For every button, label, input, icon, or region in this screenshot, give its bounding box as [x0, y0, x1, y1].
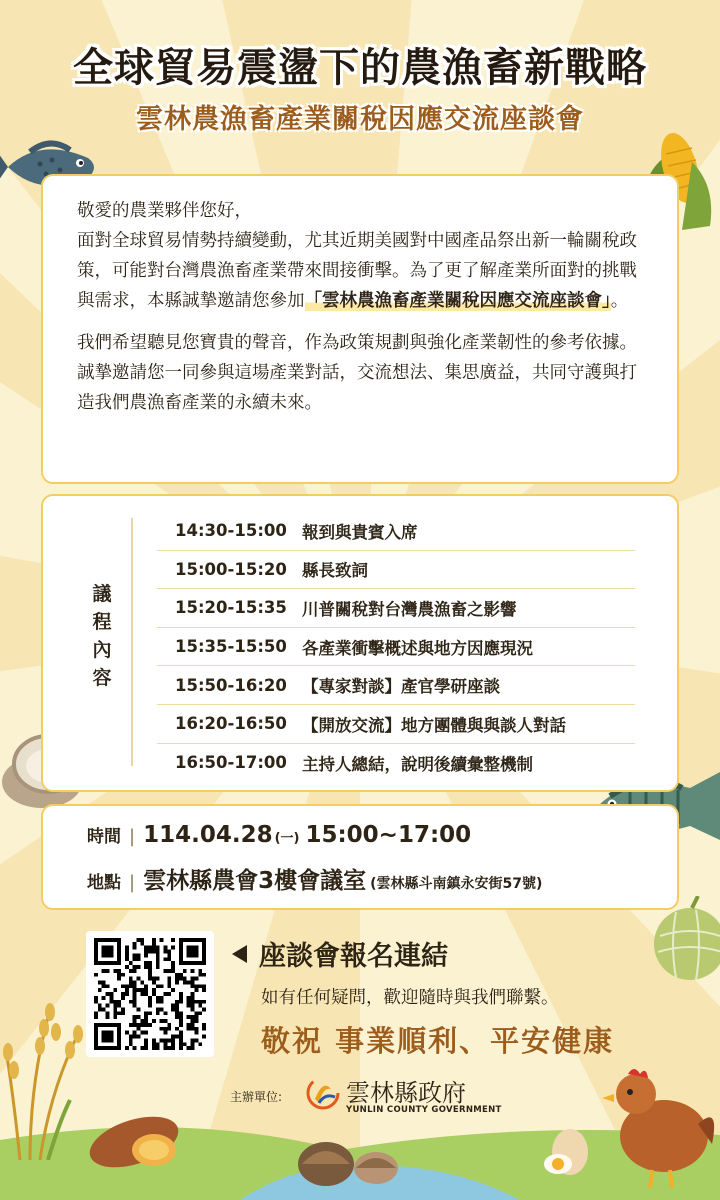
time-label: 時間	[87, 827, 121, 847]
agenda-item: 縣長致詞	[302, 561, 368, 581]
registration-link-label: 座談會報名連結	[259, 941, 448, 972]
clam-icon	[296, 1132, 406, 1192]
agenda-divider	[131, 518, 133, 766]
agenda-row	[157, 512, 635, 551]
event-venue: 雲林縣農會3樓會議室	[143, 868, 367, 894]
rice-icon	[0, 990, 90, 1160]
qr-code[interactable]	[93, 938, 207, 1050]
agenda-time: 15:00-15:20	[175, 559, 287, 579]
agenda-list	[157, 512, 635, 782]
separator: |	[129, 872, 136, 893]
agenda-row	[157, 666, 635, 705]
registration-link-heading[interactable]	[232, 934, 448, 973]
organizer-name-en: YUNLIN COUNTY GOVERNMENT	[346, 1105, 502, 1115]
agenda-label: 議程內容	[92, 583, 112, 689]
closing-blessing: 敬祝 事業順利、平安健康	[261, 1024, 615, 1058]
agenda-time: 16:50-17:00	[175, 753, 287, 773]
yunlin-logo-icon	[305, 1075, 341, 1111]
place-label: 地點	[87, 873, 121, 893]
agenda-item: 【專家對談】產官學研座談	[302, 677, 500, 697]
letter-paragraph-2: 我們希望聽見您寶貴的聲音，作為政策規劃與強化產業韌性的參考依據。誠摯邀請您一同參與這場產業對話，交流想法、集思廣益，共同守護與打造我們農漁畜產業的永續未來。	[77, 333, 637, 413]
registration-qr-code[interactable]	[86, 931, 214, 1057]
page-subtitle: 雲林農漁畜產業關稅因應交流座談會	[136, 104, 584, 135]
event-weekday: (一)	[274, 831, 300, 846]
agenda-row	[157, 589, 635, 628]
letter-paragraph-1	[77, 226, 643, 316]
letter-paragraph-1-text: 面對全球貿易情勢持續變動，尤其近期美國對中國產品祭出新一輪關稅政策，可能對台灣農漁畜產業帶來間接衝擊。為了更了解產業所面對的挑戰與需求，本縣誠摯邀請您參加	[77, 231, 637, 311]
agenda-item: 【開放交流】地方團體與與談人對話	[302, 715, 566, 735]
agenda-item: 主持人總結，說明後續彙整機制	[302, 754, 533, 774]
contact-note: 如有任何疑問，歡迎隨時與我們聯繫。	[261, 988, 559, 1008]
agenda-row	[157, 744, 635, 783]
agenda-item: 報到與貴賓入席	[302, 522, 418, 542]
agenda-row	[157, 551, 635, 590]
agenda-time: 14:30-15:00	[175, 521, 287, 541]
separator: |	[129, 826, 136, 847]
arrow-left-icon	[232, 945, 247, 963]
agenda-time: 15:20-15:35	[175, 598, 287, 618]
agenda-time: 15:35-15:50	[175, 637, 287, 657]
agenda-row	[157, 705, 635, 744]
egg-icon	[540, 1120, 600, 1180]
agenda-item: 各產業衝擊概述與地方因應現況	[302, 638, 533, 658]
letter-paragraph-1-end: 。	[610, 291, 629, 311]
organizer-label: 主辦單位:	[230, 1090, 283, 1104]
agenda-row	[157, 628, 635, 667]
event-place-line	[87, 862, 542, 895]
agenda-item: 川普關稅對台灣農漁畜之影響	[302, 599, 517, 619]
event-time-line	[87, 822, 471, 848]
agenda-section	[41, 494, 679, 792]
organizer-name: 雲林縣政府	[346, 1079, 466, 1107]
letter-greeting: 敬愛的農業夥伴您好，	[77, 201, 252, 221]
event-name-highlight: 「雲林農漁畜產業關稅因應交流座談會」	[304, 291, 611, 311]
page-title: 全球貿易震盪下的農漁畜新戰略	[73, 45, 647, 91]
event-info	[41, 804, 679, 910]
event-time-range: 15:00~17:00	[305, 822, 472, 848]
chicken-icon	[600, 1064, 720, 1194]
event-address: (雲林縣斗南鎮永安街57號)	[370, 876, 543, 892]
invitation-letter	[41, 174, 679, 484]
event-date: 114.04.28	[143, 822, 273, 848]
agenda-time: 15:50-16:20	[175, 675, 287, 695]
sweet-potato-icon	[84, 1100, 194, 1180]
agenda-time: 16:20-16:50	[175, 714, 287, 734]
